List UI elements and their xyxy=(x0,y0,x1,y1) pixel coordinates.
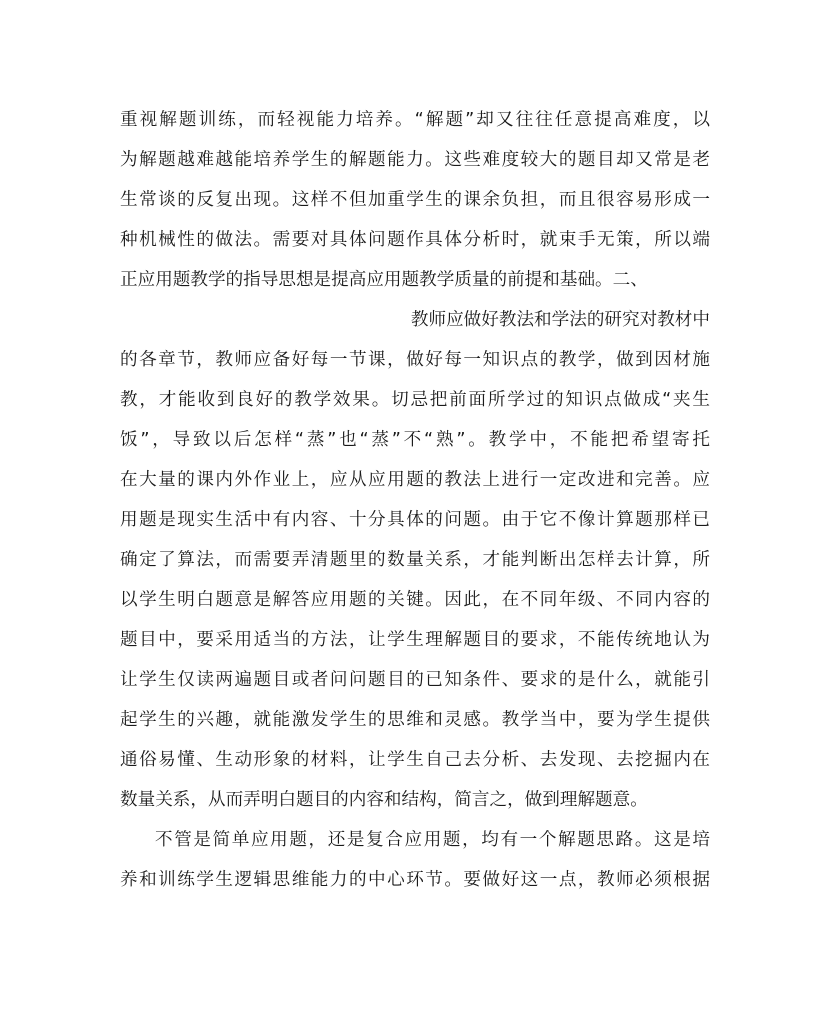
text-line: 在大量的课内外作业上，应从应用题的教法上进行一定改进和完善。应 xyxy=(120,470,710,490)
text-line: 饭”，导致以后怎样“蒸”也“蒸”不“熟”。教学中，不能把希望寄托 xyxy=(120,430,710,450)
text-line: 确定了算法，而需要弄清题里的数量关系，才能判断出怎样去计算，所 xyxy=(120,550,710,570)
text-line: 种机械性的做法。需要对具体问题作具体分析时，就束手无策，所以端 xyxy=(120,230,710,250)
text-line: 重视解题训练，而轻视能力培养。“解题”却又往往任意提高难度，以 xyxy=(120,110,710,130)
text-line: 为解题越难越能培养学生的解题能力。这些难度较大的题目却又常是老 xyxy=(120,150,710,170)
text-line: 正应用题教学的指导思想是提高应用题教学质量的前提和基础。二、 xyxy=(120,270,648,290)
text-line: 不管是简单应用题，还是复合应用题，均有一个解题思路。这是培 xyxy=(155,830,710,850)
text-line: 以学生明白题意是解答应用题的关键。因此，在不同年级、不同内容的 xyxy=(120,590,710,610)
text-line: 题目中，要采用适当的方法，让学生理解题目的要求，不能传统地认为 xyxy=(120,630,710,650)
text-line: 教，才能收到良好的教学效果。切忌把前面所学过的知识点做成“夹生 xyxy=(120,390,710,410)
text-line: 的各章节，教师应备好每一节课，做好每一知识点的教学，做到因材施 xyxy=(120,350,710,370)
text-line: 起学生的兴趣，就能激发学生的思维和灵感。教学当中，要为学生提供 xyxy=(120,710,710,730)
text-line: 养和训练学生逻辑思维能力的中心环节。要做好这一点，教师必须根据 xyxy=(120,870,710,890)
text-line: 数量关系，从而弄明白题目的内容和结构，简言之，做到理解题意。 xyxy=(120,790,648,810)
text-line: 让学生仅读两遍题目或者问问题目的已知条件、要求的是什么，就能引 xyxy=(120,670,710,690)
text-line: 教师应做好教法和学法的研究对教材中 xyxy=(410,310,710,330)
text-line: 生常谈的反复出现。这样不但加重学生的课余负担，而且很容易形成一 xyxy=(120,190,710,210)
text-line: 用题是现实生活中有内容、十分具体的问题。由于它不像计算题那样已 xyxy=(120,510,710,530)
body-text xyxy=(120,100,710,900)
text-line: 通俗易懂、生动形象的材料，让学生自己去分析、去发现、去挖掘内在 xyxy=(120,750,710,770)
